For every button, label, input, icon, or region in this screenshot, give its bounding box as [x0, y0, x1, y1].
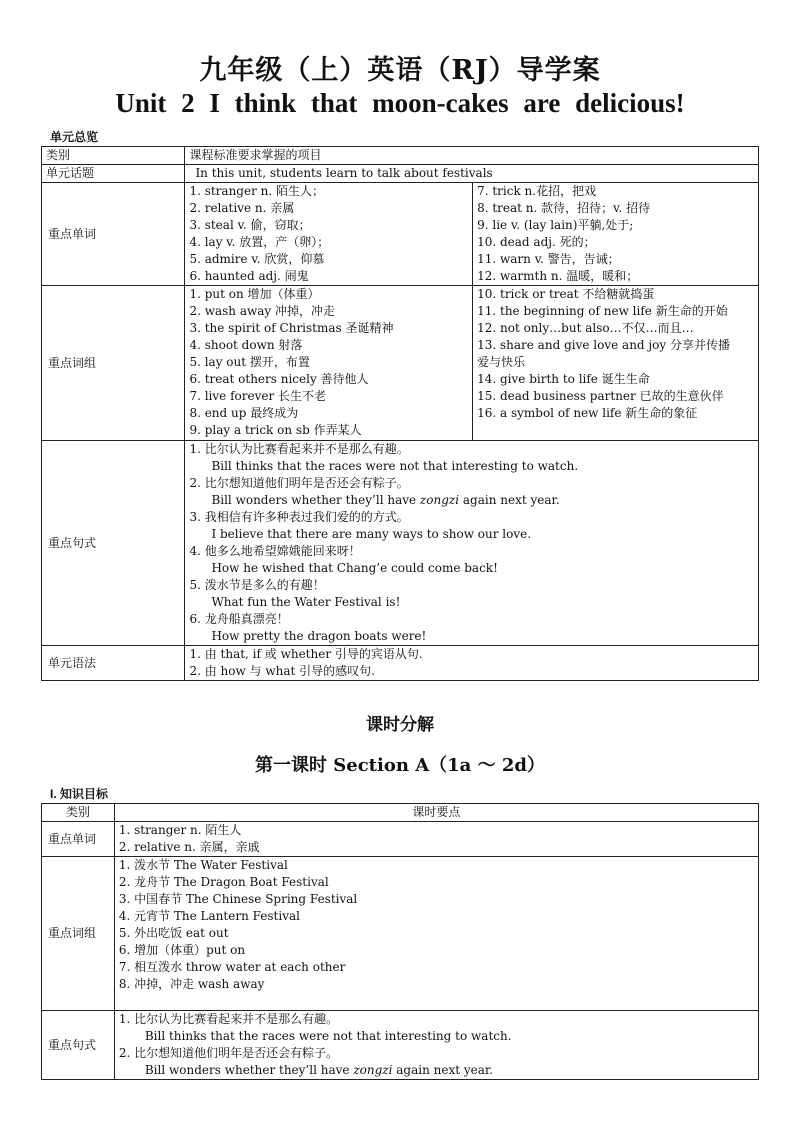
- header-content: 课程标准要求掌握的项目: [185, 147, 759, 165]
- phrases-left-cell: [185, 286, 473, 441]
- header-category: 类别: [42, 804, 115, 822]
- header-content: 课时要点: [114, 804, 758, 822]
- list-item: 8. end up 最终成为: [189, 406, 299, 420]
- list-item: 7. trick n.花招，把戏: [477, 184, 597, 198]
- table-row: [42, 441, 759, 646]
- page-title-english: Unit 2 I think that moon-cakes are delicious!: [115, 88, 685, 118]
- table-row: [42, 804, 759, 822]
- section-title: 课时分解: [366, 715, 434, 735]
- sentence-en: I believe that there are many ways to show our love.: [211, 527, 532, 541]
- sentence-cn: 2. 比尔想知道他们明年是否还会有粽子。: [189, 476, 409, 490]
- sentences-category: 重点句式: [42, 441, 185, 646]
- sentence-cn: 6. 龙舟船真漂亮！: [189, 612, 289, 626]
- header-category: 类别: [42, 147, 185, 165]
- sentence-en-italic: zongzi: [353, 1063, 393, 1077]
- topic-text: In this unit, students learn to talk about festivals: [185, 165, 759, 183]
- list-item: 9. play a trick on sb 作弄某人: [189, 423, 362, 437]
- phrases-cell: [114, 857, 758, 1011]
- list-item: 1. put on 增加（体重）: [189, 287, 320, 301]
- sentence-en-part: Bill wonders whether they’ll have: [211, 493, 420, 507]
- list-item: 11. warn v. 警告，告诫；: [477, 252, 620, 266]
- sentences-cell: [114, 1011, 758, 1080]
- sentence-en: How pretty the dragon boats were!: [211, 629, 427, 643]
- list-item: 3. steal v. 偷，窃取；: [189, 218, 311, 232]
- words-left-cell: [185, 183, 473, 286]
- list-item: 10. dead adj. 死的；: [477, 235, 596, 249]
- list-item: 9. lie v. (lay lain)平躺,处于;: [477, 218, 634, 232]
- list-item: 10. trick or treat 不给糖就捣蛋: [477, 287, 655, 301]
- sentence-en: What fun the Water Festival is!: [211, 595, 401, 609]
- unit-overview-table: [41, 146, 759, 681]
- sentence-en-part: again next year.: [392, 1063, 494, 1077]
- list-item: 1. 泼水节 The Water Festival: [118, 858, 288, 872]
- list-item: 8. 冲掉，冲走 wash away: [118, 977, 265, 991]
- sentence-en: Bill thinks that the races were not that interesting to watch.: [144, 1029, 512, 1043]
- sentence-cn: 4. 他多么地希望嫦娥能回来呀！: [189, 544, 361, 558]
- list-item: 3. 中国春节 The Chinese Spring Festival: [118, 892, 358, 906]
- sentence-en: How he wished that Chang’e could come back!: [211, 561, 498, 575]
- table-row: [42, 286, 759, 441]
- list-item: 12. not only…but also…不仅…而且…: [477, 321, 694, 335]
- sentences-category: 重点句式: [42, 1011, 115, 1080]
- list-item: 11. the beginning of new life 新生命的开始: [477, 304, 728, 318]
- phrases-category: 重点词组: [42, 857, 115, 1011]
- words-cell: [114, 822, 758, 857]
- list-item: 2. wash away 冲掉，冲走: [189, 304, 336, 318]
- sentence-cn: 5. 泼水节是多么的有趣！: [189, 578, 325, 592]
- list-item: 5. 外出吃饭 eat out: [118, 926, 229, 940]
- knowledge-goal-label: I. 知识目标: [50, 787, 109, 801]
- table-row: [42, 646, 759, 681]
- sentence-en-part: Bill wonders whether they’ll have: [144, 1063, 354, 1077]
- grammar-category: 单元语法: [42, 646, 185, 681]
- list-item: 4. 元宵节 The Lantern Festival: [118, 909, 300, 923]
- list-item: 2. 由 how 与 what 引导的感叹句.: [189, 664, 375, 678]
- list-item: 1. stranger n. 陌生人: [118, 823, 242, 837]
- list-item: 4. lay v. 放置，产（卵）；: [189, 235, 330, 249]
- list-item: 2. 龙舟节 The Dragon Boat Festival: [118, 875, 329, 889]
- list-item: 4. shoot down 射落: [189, 338, 303, 352]
- phrases-category: 重点词组: [42, 286, 185, 441]
- list-item: 16. a symbol of new life 新生命的象征: [477, 406, 698, 420]
- table-row: [42, 147, 759, 165]
- list-item: 7. live forever 长生不老: [189, 389, 327, 403]
- phrases-right-cell: [473, 286, 759, 441]
- list-item: 1. stranger n. 陌生人；: [189, 184, 324, 198]
- lesson-title: 第一课时 Section A（1a ～ 2d）: [255, 755, 545, 776]
- table-row: [42, 1011, 759, 1080]
- list-item: 6. 增加（体重）put on: [118, 943, 246, 957]
- table-row: [42, 822, 759, 857]
- words-category: 重点单词: [42, 183, 185, 286]
- list-item: 5. lay out 摆开，布置: [189, 355, 310, 369]
- table-row: [42, 165, 759, 183]
- list-item: 7. 相互泼水 throw water at each other: [118, 960, 346, 974]
- grammar-cell: [185, 646, 759, 681]
- sentence-en: Bill thinks that the races were not that interesting to watch.: [211, 459, 579, 473]
- list-item: 5. admire v. 欣赏，仰慕: [189, 252, 325, 266]
- list-item: 2. relative n. 亲属，亲戚: [118, 840, 260, 854]
- lesson-table: [41, 803, 759, 1080]
- list-item: 12. warmth n. 温暖，暖和；: [477, 269, 639, 283]
- sentence-cn: 1. 比尔认为比赛看起来并不是那么有趣。: [189, 442, 409, 456]
- unit-overview-label: 单元总览: [50, 130, 99, 144]
- page-title-chinese: 九年级（上）英语（RJ）导学案: [199, 55, 601, 86]
- list-item: 8. treat n. 款待，招待；v. 招待: [477, 201, 651, 215]
- sentence-cn: 2. 比尔想知道他们明年是否还会有粽子。: [118, 1046, 339, 1060]
- list-item: 13. share and give love and joy 分享并传播: [477, 338, 730, 352]
- list-item: 2. relative n. 亲属: [189, 201, 295, 215]
- sentence-cn: 1. 比尔认为比赛看起来并不是那么有趣。: [118, 1012, 339, 1026]
- words-category: 重点单词: [42, 822, 115, 857]
- list-item: 6. haunted adj. 闹鬼: [189, 269, 309, 283]
- sentence-en: [189, 492, 754, 509]
- sentence-en: [119, 1062, 754, 1079]
- topic-category: 单元话题: [42, 165, 185, 183]
- table-row: [42, 183, 759, 286]
- list-item: 1. 由 that, if 或 whether 引导的宾语从句.: [189, 647, 423, 661]
- list-item: 爱与快乐: [477, 355, 526, 369]
- sentence-en-italic: zongzi: [419, 493, 460, 507]
- sentence-cn: 3. 我相信有许多种表过我们爱的的方式。: [189, 510, 409, 524]
- table-row: [42, 857, 759, 1011]
- sentence-en-part: again next year.: [459, 493, 560, 507]
- sentences-cell: [185, 441, 759, 646]
- list-item: 14. give birth to life 诞生生命: [477, 372, 650, 386]
- list-item: 3. the spirit of Christmas 圣诞精神: [189, 321, 394, 335]
- list-item: 6. treat others nicely 善待他人: [189, 372, 369, 386]
- words-right-cell: [473, 183, 759, 286]
- list-item: 15. dead business partner 已故的生意伙伴: [477, 389, 724, 403]
